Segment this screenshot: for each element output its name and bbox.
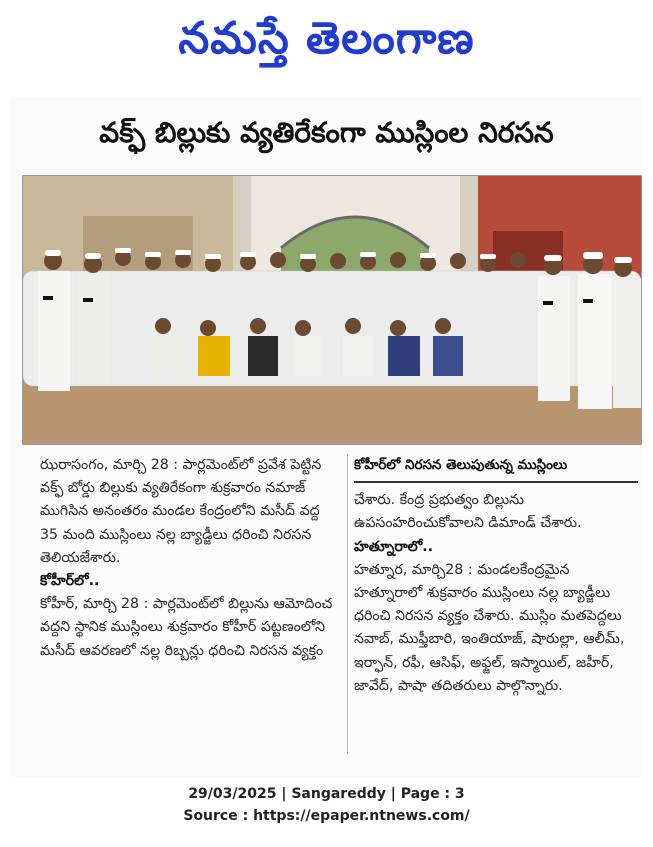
news-clipping [10, 97, 643, 777]
newspaper-masthead: నమస్తే తెలంగాణ [178, 13, 475, 64]
article-paragraph: చేశారు. కేంద్ర ప్రభుత్వం బిల్లును ఉపసంహరించుకోవాలని డిమాండ్ చేశారు. [354, 492, 582, 532]
article-subhead: హత్నూరాలో.. [354, 538, 434, 555]
column-divider [347, 454, 348, 754]
source-url: Source : https://epaper.ntnews.com/ [183, 808, 470, 824]
article-paragraph: హత్నూర, మార్చి28 : మండలకేంద్రమైన హత్నూరాలో శుక్రవారం ముస్లింలు నల్ల బ్యాడ్జీలు ధరించి నిరసన వ్యక్తం చేశారు. ముస్లిం మతపెద్దలు నవాబ్, ముఫ్తీబారి, ఇంతియాజ్, షారుల్లా, ఆలీమ్, ఇర్ఫాన్, రఫీ, ఆసిఫ్, అఫ్జల్, ఇస్మాయిల్, జహీర్, జావేద్, పాషా తదితరులు పాల్గొన్నారు. [354, 561, 625, 694]
article-subhead: కోహీర్‌లో.. [40, 573, 100, 590]
publication-info: 29/03/2025 | Sangareddy | Page : 3 [188, 786, 465, 802]
article-column-right [354, 454, 638, 764]
article-headline: వక్ఫ్ బిల్లుకు వ్యతిరేకంగా ముస్లింల నిరసన [99, 116, 554, 149]
photo-caption: కోహీర్‌లో నిరసన తెలుపుతున్న ముస్లింలు [354, 454, 638, 483]
article-paragraph: కోహీర్, మార్చి 28 : పార్లమెంట్‌లో బిల్లును ఆమోదించ వద్దని స్థానిక ముస్లింలు శుక్రవారం కోహీర్ పట్టణంలోని మసీద్ ఆవరణలో నల్ల రిబ్బన్లు ధరించి నిరసన వ్యక్తం [40, 596, 333, 659]
protest-photo [22, 175, 642, 445]
article-column-left [40, 454, 340, 764]
article-paragraph: ఝరాసంగం, మార్చి 28 : పార్లమెంట్‌లో ప్రవేశ పెట్టిన వక్ఫ్ బోర్డు బిల్లుకు వ్యతిరేకంగా శుక్రవారం నమాజ్ ముగిసిన అనంతరం మండల కేంద్రంలోని మసీద్ వద్ద 35 మంది ముస్లింలు నల్ల బ్యాడ్జీలు ధరించి నిరసన తెలియజేశారు. [40, 457, 322, 566]
